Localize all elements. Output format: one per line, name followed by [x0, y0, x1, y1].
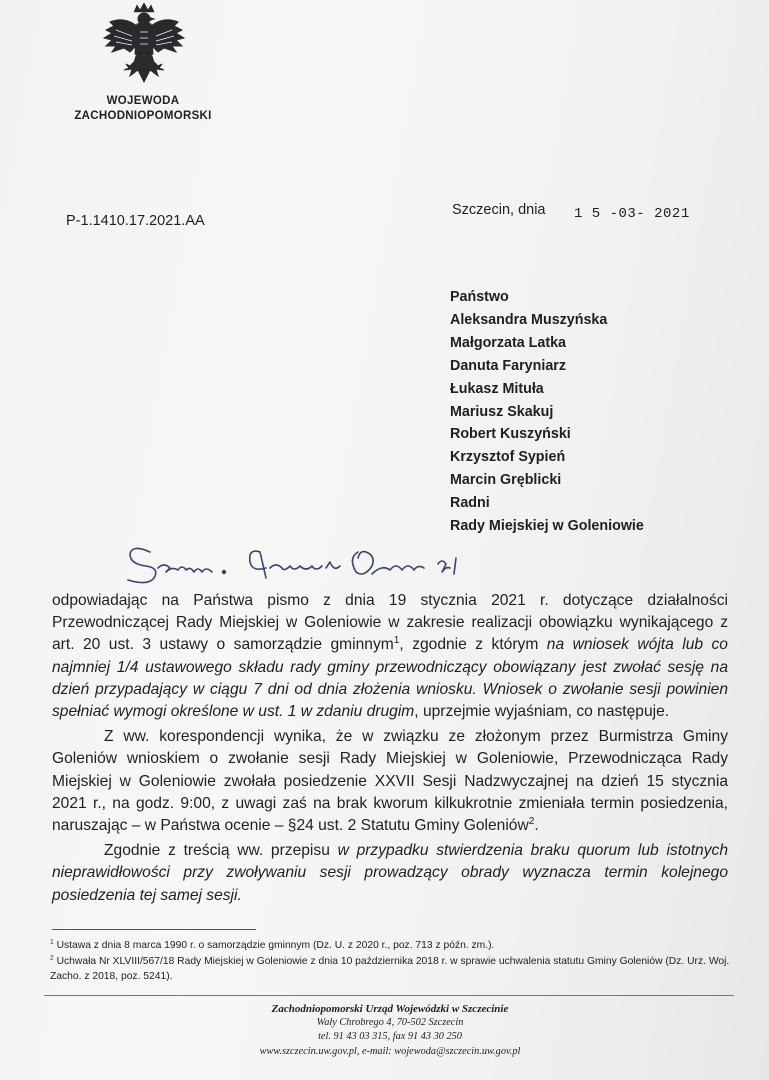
recipient-line: Aleksandra Muszyńska: [450, 311, 608, 328]
footnote: [50, 954, 730, 985]
paragraph-text: , zgodnie z którym: [399, 636, 547, 654]
letter-body: [52, 590, 728, 907]
footnote-ref: 2: [528, 815, 535, 827]
date-stamp: 1 5 -03- 2021: [574, 206, 690, 222]
recipient-line: Łukasz Mituła: [450, 380, 544, 397]
authority-line-2: ZACHODNIOPOMORSKI: [74, 110, 212, 122]
authority-line-1: WOJEWODA: [106, 95, 180, 107]
office-web-email: www.szczecin.uw.gov.pl, e-mail: wojewoda@szczecin.uw.gov.pl: [259, 1045, 521, 1057]
recipient-line: Danuta Faryniarz: [450, 357, 566, 374]
footnote-mark: 1: [50, 938, 54, 946]
recipient-line: Mariusz Skakuj: [450, 403, 554, 420]
recipient-line: Państwo: [450, 289, 509, 305]
reference-number: P-1.1410.17.2021.AA: [66, 213, 205, 229]
office-phone: tel. 91 43 03 315, fax 91 43 30 250: [318, 1031, 462, 1043]
paragraph-text: Z ww. korespondencji wynika, że w związku ze złożonym przez Burmistrza Gminy Goleniów wnioskiem o zwołanie sesji Rady Miejskiej w Goleniowie, Przewodnicząca Rady Miejskiej w Goleniowie zwołała posiedzenie XXVII Sesji Nadzwyczajnej na dzień 15 stycznia 2021 r., na godz. 9:00, z uwagi zaś na brak kworum kilkukrotnie zmieniała termin posiedzenia, naruszając – w Państwa ocenie – §24 ust. 2 Statutu Gminy Goleniów: [52, 728, 728, 835]
authority-name: [58, 94, 228, 124]
office-name: Zachodniopomorski Urząd Wojewódzki w Szczecinie: [271, 1003, 509, 1015]
paragraph-text: .: [534, 817, 539, 835]
footnotes: [50, 938, 730, 985]
recipient-line: Rady Miejskiej w Goleniowie: [450, 518, 644, 535]
handwritten-salutation: [120, 538, 550, 594]
recipient-line: Robert Kuszyński: [450, 426, 571, 443]
letterhead-footer: [200, 1002, 580, 1059]
paragraph: [52, 726, 728, 837]
place-date-label: Szczecin, dnia: [452, 202, 546, 218]
recipient-line: Małgorzata Latka: [450, 334, 566, 351]
footnote-divider: [52, 929, 256, 930]
paragraph: [52, 590, 728, 723]
footnote-text: Ustawa z dnia 8 marca 1990 r. o samorządzie gminnym (Dz. U. z 2020 r., poz. 713 z późn. zm.).: [53, 940, 495, 951]
paragraph-text: odpowiadając na Państwa pismo z dnia 19 stycznia 2021 r. dotyczące działalności Przewodniczącej Rady Miejskiej w Goleniowie w zakresie realizacji obowiązku wynikającego z art. 20 ust. 3 ustawy o samorządzie gminnym: [52, 592, 728, 654]
office-address: Wały Chrobrego 4, 70-502 Szczecin: [316, 1017, 464, 1029]
footnote-mark: 2: [50, 954, 54, 962]
recipient-line: Marcin Gręblicki: [450, 472, 562, 489]
quoted-provision: w przypadku stwierdzenia braku quorum lub istotnych nieprawidłowości przy zwoływaniu sesji prowadzący obrady wyznacza termin kolejnego posiedzenia tej samej sesji.: [52, 842, 728, 904]
paragraph-text: Zgodnie z treścią ww. przepisu: [104, 842, 338, 860]
paragraph-text: , uprzejmie wyjaśniam, co następuje.: [414, 703, 670, 721]
footnote: [50, 938, 730, 954]
polish-eagle-emblem-icon: [96, 2, 192, 94]
quoted-provision: na wniosek wójta lub co najmniej 1/4 ustawowego składu rady gminy przewodniczący obowiązany jest zwołać sesję na dzień przypadający w ciągu 7 dni od dnia złożenia wniosku. Wniosek o zwołanie sesji powinien spełniać wymogi określone w ust. 1 w zdaniu drugim: [52, 636, 728, 721]
paragraph: [52, 840, 728, 907]
footer-divider: [44, 995, 734, 996]
recipient-line: Radni: [450, 495, 490, 512]
footnote-ref: 1: [393, 635, 400, 647]
footnote-text: Uchwała Nr XLVIII/567/18 Rady Miejskiej w Goleniowie z dnia 10 października 2018 r. w sprawie uchwalenia statutu Gminy Goleniów (Dz. Urz. Woj. Zacho. z 2018, poz. 5241).: [50, 955, 730, 982]
recipients-block: [450, 286, 644, 538]
recipient-line: Krzysztof Sypień: [450, 449, 566, 466]
